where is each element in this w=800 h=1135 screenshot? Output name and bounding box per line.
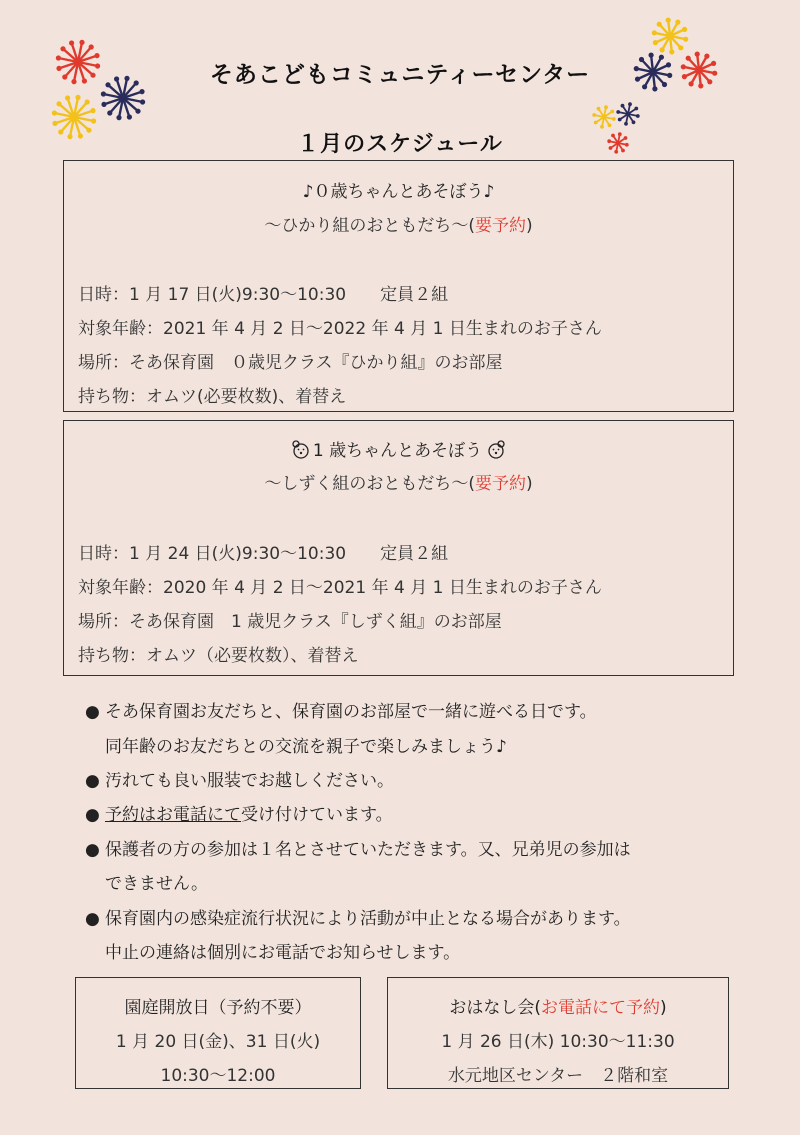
firework-icon-yellow [74,117,75,118]
garden-title: 園庭開放日（予約不要） [124,998,312,1018]
event-datetime: 日時：1 月 24 日(火)9:30〜10:30 定員２組 [78,544,449,564]
schedule-heading: １月のスケジュール [297,132,503,157]
bear-face-icon [291,439,311,459]
event-subtitle: 〜ひかり組のおともだち〜(要予約) [264,216,533,236]
list-item: ● 保護者の方の参加は１名とさせていただきます。又、兄弟児の参加は [85,840,631,860]
event-target-age: 対象年齢：2020 年 4 月 2 日〜2021 年 4 月 1 日生まれのお子さん [78,578,602,598]
garden-time: 10:30〜12:00 [160,1066,276,1086]
list-item-continuation: 中止の連絡は個別にお電話でお知らせします。 [105,943,461,963]
event-title: ♪０歳ちゃんとあそぼう♪ [302,182,495,202]
list-item-continuation: できません。 [105,874,209,894]
list-item-continuation: 同年齢のお友だちとの交流を親子で楽しみましょう♪ [105,737,507,757]
bear-face-icon [486,439,506,459]
event-belongings: 持ち物：オムツ(必要枚数)、着替え [78,387,347,407]
reservation-required-badge: 要予約 [475,474,526,494]
list-item: ● そあ保育園お友だちと、保育園のお部屋で一緒に遊べる日です。 [85,702,597,722]
reservation-required-badge: 要予約 [475,216,526,236]
event-place: 場所：そあ保育園 ０歳児クラス『ひかり組』のお部屋 [78,353,503,373]
event-target-age: 対象年齢：2021 年 4 月 2 日〜2022 年 4 月 1 日生まれのお子さん [78,319,602,339]
garden-dates: 1 月 20 日(金)、31 日(火) [115,1032,321,1052]
story-time-box [387,977,729,1089]
phone-reservation-badge: お電話にて予約 [541,998,660,1018]
firework-icon-navy [628,114,629,115]
story-datetime: 1 月 26 日(木) 10:30〜11:30 [441,1032,675,1052]
garden-open-box [75,977,361,1089]
event-title: 1 歳ちゃんとあそぼう [64,436,733,461]
firework-icon-navy [123,98,124,99]
event-place: 場所：そあ保育園 1 歳児クラス『しずく組』のお部屋 [78,612,502,632]
list-item: ● 汚れても良い服装でお越しください。 [85,771,394,791]
story-title: おはなし会(お電話にて予約) [449,998,667,1018]
firework-icon-yellow [670,36,671,37]
firework-icon-yellow [604,117,605,118]
event-box-1yo [63,420,734,676]
list-item: ● 予約はお電話にて受け付けています。 [85,805,393,825]
event-subtitle: 〜しずく組のおともだち〜(要予約) [264,474,533,494]
story-place: 水元地区センター ２階和室 [447,1066,669,1086]
page-title: そあこどもコミュニティーセンター [209,62,591,88]
event-box-0yo [63,160,734,412]
event-datetime: 日時：1 月 17 日(火)9:30〜10:30 定員２組 [78,285,449,305]
list-item: ● 保育園内の感染症流行状況により活動が中止となる場合があります。 [85,909,631,929]
event-belongings: 持ち物：オムツ（必要枚数）、着替え [78,646,359,666]
